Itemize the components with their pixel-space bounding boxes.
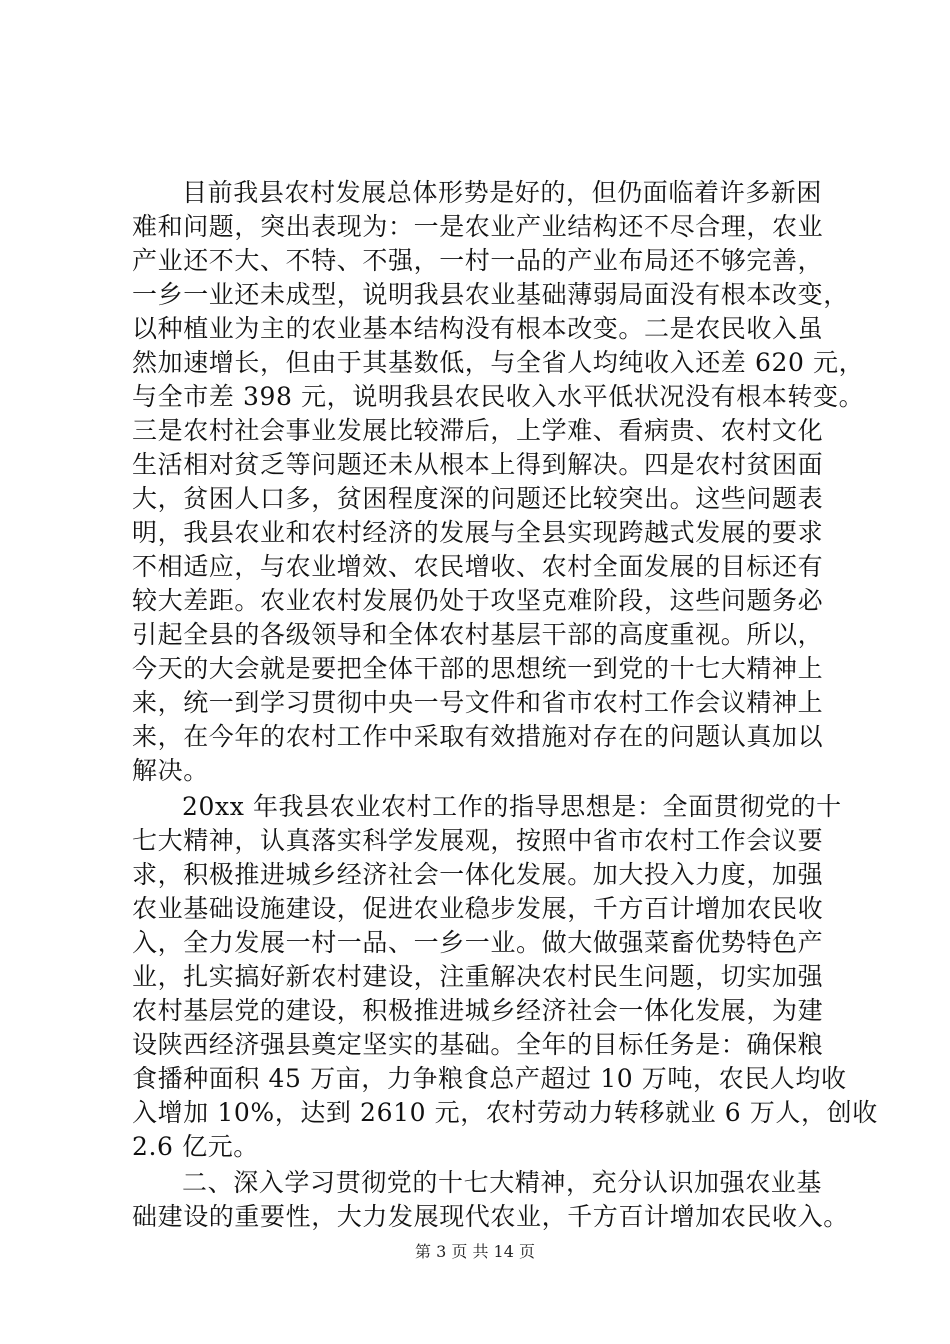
text-line: 生活相对贫乏等问题还未从根本上得到解决。四是农村贫困面 — [132, 450, 824, 479]
text-line: 一乡一业还未成型，说明我县农业基础薄弱局面没有根本改变， — [132, 280, 849, 309]
text-line: 较大差距。农业农村发展仍处于攻坚克难阶段，这些问题务必 — [132, 586, 824, 615]
text-line: 七大精神，认真落实科学发展观，按照中省市农村工作会议要 — [132, 826, 824, 855]
text-line: 来，在今年的农村工作中采取有效措施对存在的问题认真加以 — [132, 722, 824, 751]
text-line: 设陕西经济强县奠定坚实的基础。全年的目标任务是：确保粮 — [132, 1030, 824, 1059]
heading-line: 二、深入学习贯彻党的十七大精神，充分认识加强农业基 — [182, 1168, 823, 1197]
page-footer: 第 3 页 共 14 页 — [415, 1242, 535, 1261]
text-line: 今天的大会就是要把全体干部的思想统一到党的十七大精神上 — [132, 654, 824, 683]
text-line: 三是农村社会事业发展比较滞后，上学难、看病贵、农村文化 — [132, 416, 824, 445]
text-line: 求，积极推进城乡经济社会一体化发展。加大投入力度，加强 — [132, 860, 824, 889]
text-line: 大，贫困人口多，贫困程度深的问题还比较突出。这些问题表 — [132, 484, 824, 513]
text-line: 以种植业为主的农业基本结构没有根本改变。二是农民收入虽 — [132, 314, 824, 343]
text-line: 农业基础设施建设，促进农业稳步发展，千方百计增加农民收 — [132, 894, 824, 923]
text-line: 不相适应，与农业增效、农民增收、农村全面发展的目标还有 — [132, 552, 824, 581]
text-line: 难和问题，突出表现为：一是农业产业结构还不尽合理，农业 — [132, 212, 824, 241]
text-line: 来，统一到学习贯彻中央一号文件和省市农村工作会议精神上 — [132, 688, 824, 717]
text-line: 食播种面积 45 万亩，力争粮食总产超过 10 万吨，农民人均收 — [132, 1064, 847, 1093]
text-line: 目前我县农村发展总体形势是好的，但仍面临着许多新困 — [182, 178, 823, 207]
text-line: 解决。 — [132, 756, 209, 785]
text-line: 引起全县的各级领导和全体农村基层干部的高度重视。所以， — [132, 620, 824, 649]
text-line: 产业还不大、不特、不强，一村一品的产业布局还不够完善， — [132, 246, 824, 275]
text-line: 2.6 亿元。 — [132, 1132, 259, 1161]
text-line: 农村基层党的建设，积极推进城乡经济社会一体化发展，为建 — [132, 996, 824, 1025]
heading-line: 础建设的重要性，大力发展现代农业，千方百计增加农民收入。 — [132, 1202, 849, 1231]
text-line: 明，我县农业和农村经济的发展与全县实现跨越式发展的要求 — [132, 518, 824, 547]
text-line: 入增加 10%，达到 2610 元，农村劳动力转移就业 6 万人，创收 — [132, 1098, 878, 1127]
text-line: 业，扎实搞好新农村建设，注重解决农村民生问题，切实加强 — [132, 962, 824, 991]
text-line: 然加速增长，但由于其基数低，与全省人均纯收入还差 620 元， — [132, 348, 865, 377]
text-line: 入，全力发展一村一品、一乡一业。做大做强菜畜优势特色产 — [132, 928, 824, 957]
text-line: 与全市差 398 元，说明我县农民收入水平低状况没有根本转变。 — [132, 382, 865, 411]
text-line: 20xx 年我县农业农村工作的指导思想是：全面贯彻党的十 — [182, 792, 842, 821]
